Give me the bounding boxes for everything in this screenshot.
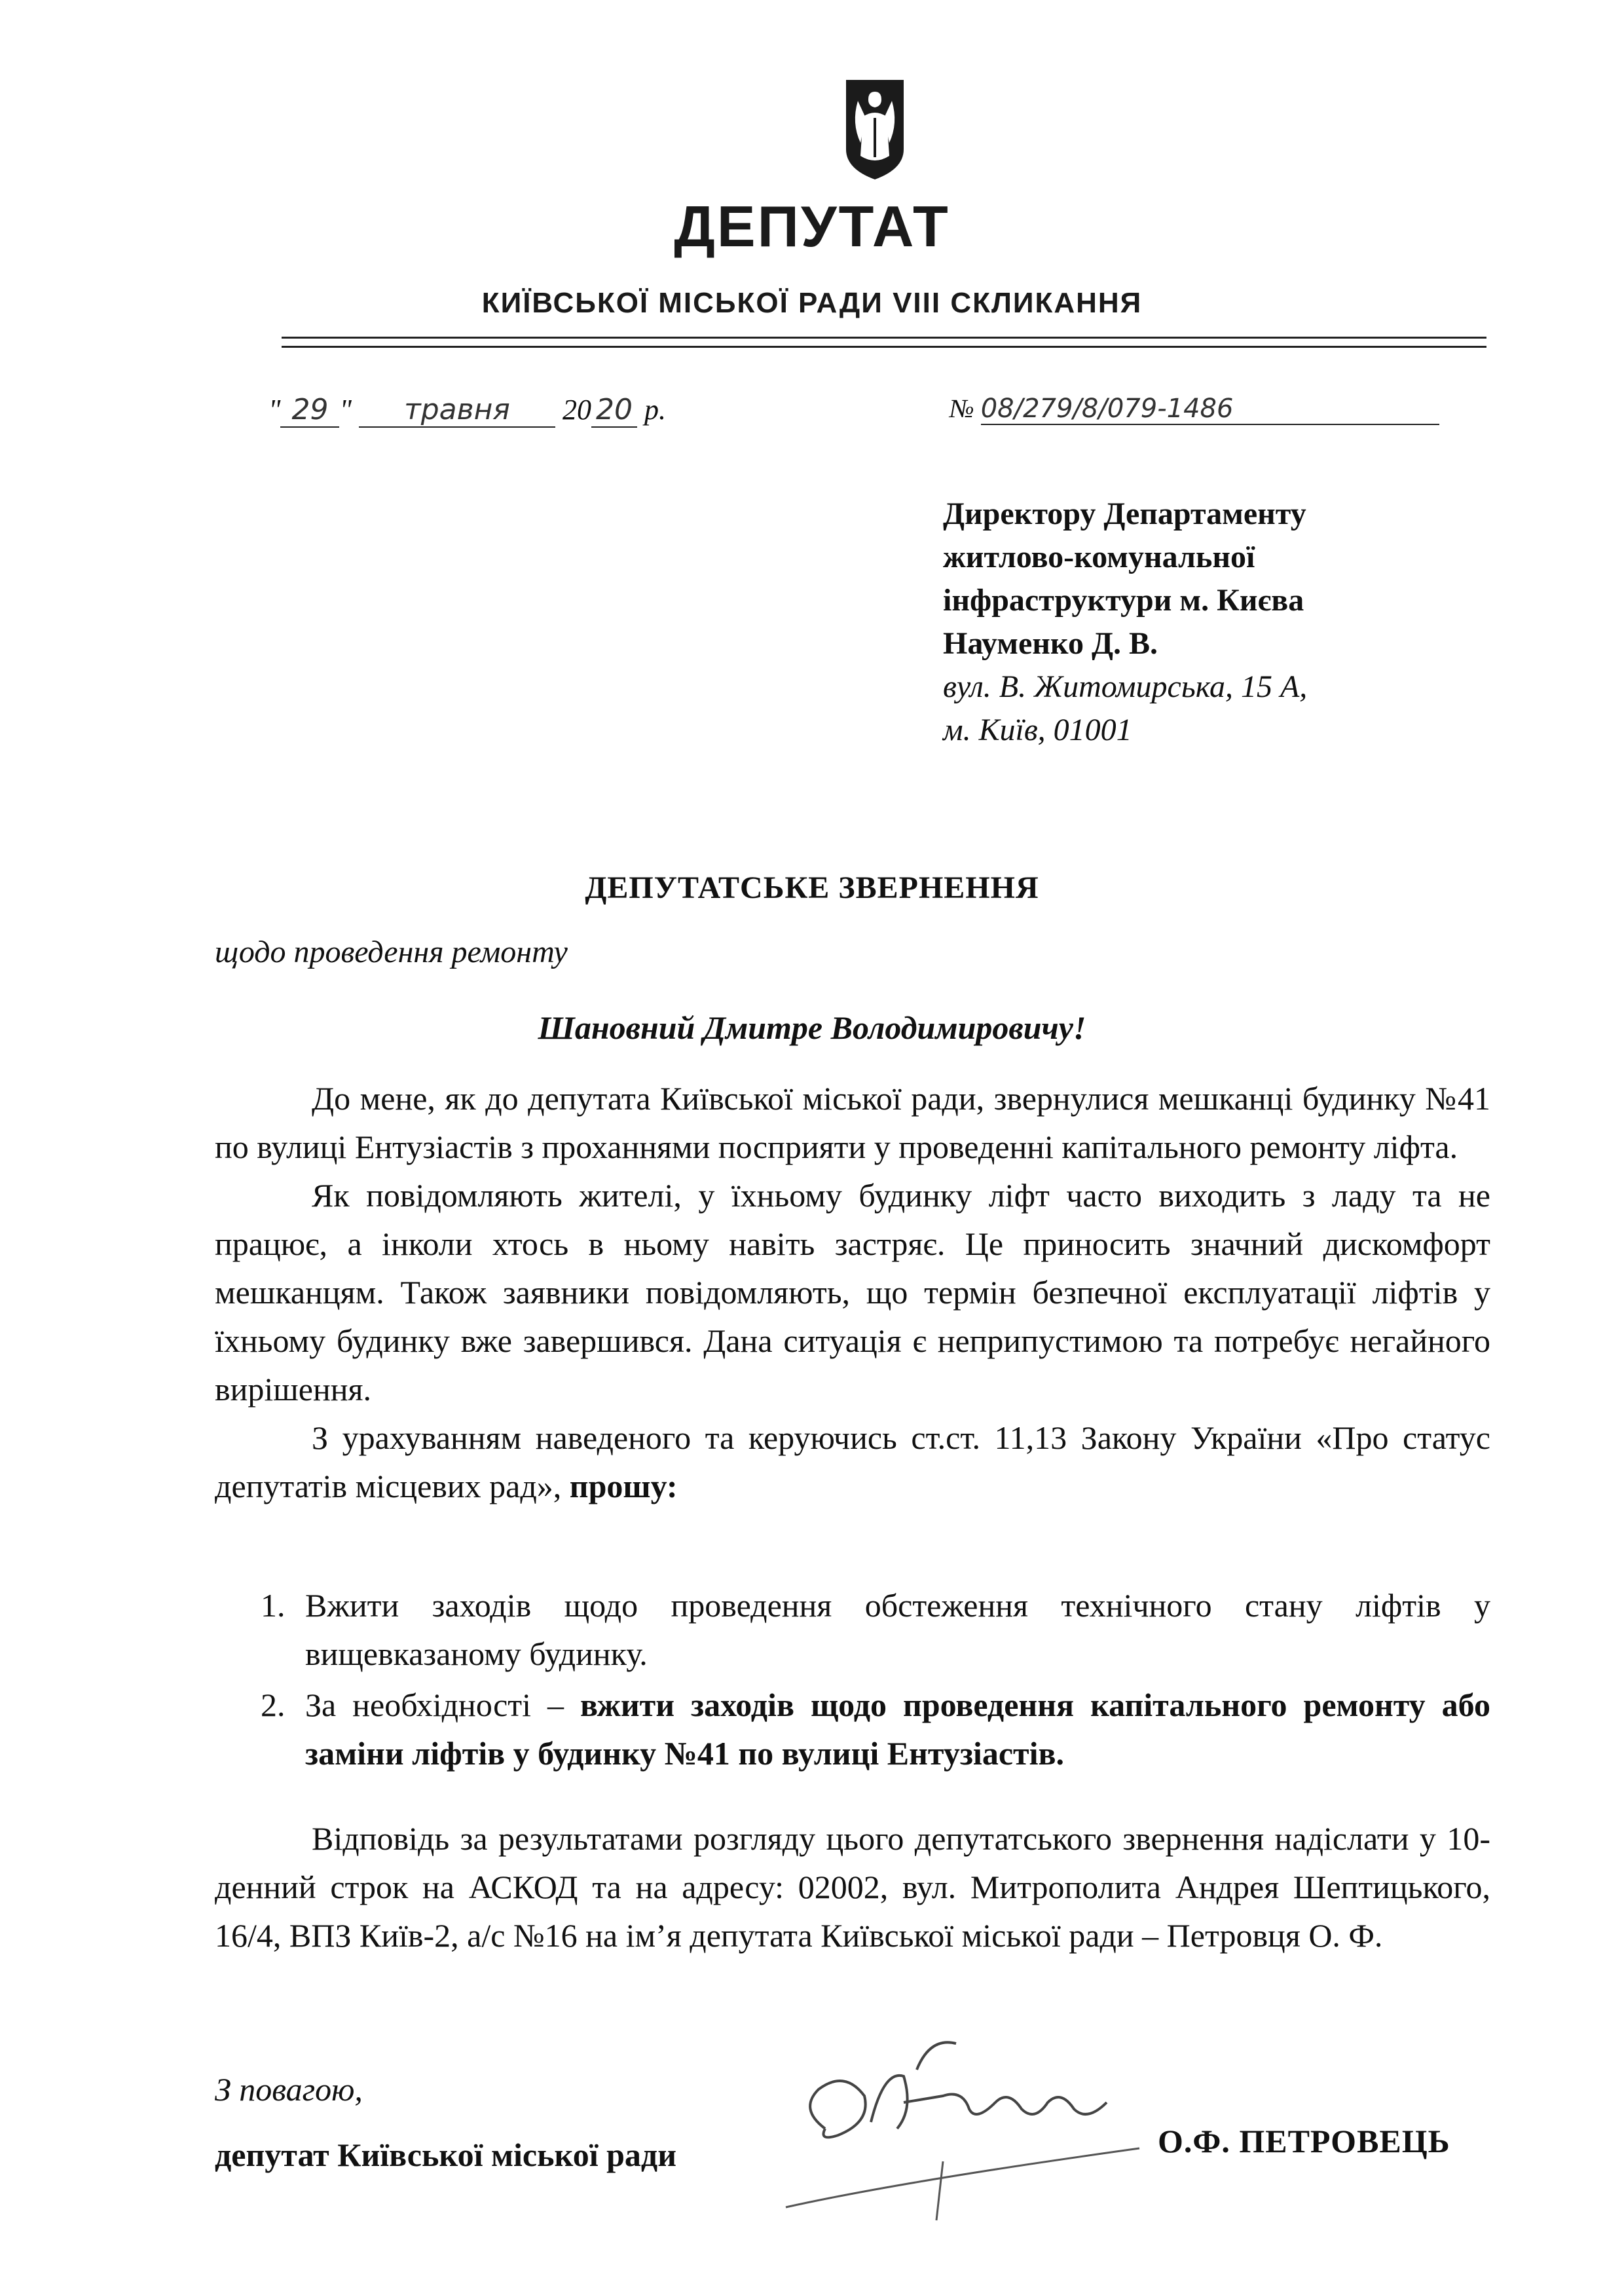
response-paragraph: Відповідь за результатами розгляду цього депутатського звернення надіслати у 10-денний строк на АСКОД та на адресу: 02002, вул. Митрополита Андрея Шептицького, 16/4, ВПЗ Київ-2, а/с №16 на ім’я депутата Київської міської ради – Петровця О. Ф. — [215, 1820, 1490, 1954]
header-rule-top — [282, 337, 1486, 339]
handwritten-signature — [773, 2030, 1166, 2227]
request-word: прошу: — [569, 1468, 678, 1504]
body-paragraph: Як повідомляють жителі, у їхньому будинку ліфт часто виходить з ладу та не працює, а інколи хтось в ньому навіть застряє. Це приносить значний дискомфорт мешканцям. Також заявники повідомляють, що термін безпечної експлуатації ліфтів у їхньому будинку вже завершився. Дана ситуація є неприпустимою та потребує негайного вирішення. — [215, 1177, 1490, 1408]
request-list — [261, 1581, 1490, 1780]
signer-position: депутат Київської міської ради — [215, 2136, 677, 2173]
letter-number — [950, 393, 1439, 425]
addressee-street: вул. В. Житомирська, 15 А, — [943, 669, 1308, 704]
body-paragraph: До мене, як до депутата Київської міської ради, звернулися мешканці будинку №41 по вулиці Ентузіастів з проханнями посприяти у проведенні капітального ремонту ліфта. — [215, 1080, 1490, 1165]
signer-name: О.Ф. ПЕТРОВЕЦЬ — [1158, 2123, 1450, 2159]
date-unit: р. — [644, 394, 666, 426]
list-item — [261, 1681, 1490, 1778]
date-year-suffix: 20 — [591, 393, 637, 428]
letterhead-subtitle: КИЇВСЬКОЇ МІСЬКОЇ РАДИ VIII СКЛИКАННЯ — [481, 287, 1143, 319]
header-rule-bottom — [282, 346, 1486, 348]
document-topic: щодо проведення ремонту — [215, 935, 568, 969]
addressee-block — [943, 493, 1307, 752]
list-item-number: 2. — [261, 1687, 286, 1723]
list-item — [261, 1581, 1490, 1678]
list-item-number: 1. — [261, 1587, 286, 1624]
closing-regards: З повагою, — [215, 2071, 363, 2108]
request-intro: З урахуванням наведеного та керуючись ст.ст. 11,13 Закону України «Про статус депутатів місцевих рад», — [215, 1419, 1490, 1504]
addressee-line: житлово-комунальної — [943, 540, 1255, 574]
response-text — [215, 1814, 1490, 1960]
kyiv-coat-of-arms-icon — [843, 77, 906, 182]
date-day: 29 — [280, 393, 339, 428]
number-value: 08/279/8/079-1486 — [981, 394, 1439, 425]
date-month: травня — [359, 393, 555, 428]
closing-block — [215, 2057, 676, 2188]
request-paragraph — [215, 1413, 1490, 1510]
letter-date: " 29 " травня 20 20 р. — [268, 393, 666, 426]
date-year-prefix: 20 — [562, 394, 591, 426]
list-item-text: Вжити заходів щодо проведення обстеження технічного стану ліфтів у вищевказаному будинку. — [305, 1587, 1490, 1672]
addressee-name: Науменко Д. В. — [943, 626, 1158, 661]
number-label: № — [950, 394, 974, 423]
letterhead-title: ДЕПУТАТ — [674, 194, 950, 259]
salutation: Шановний Дмитре Володимировичу! — [538, 1009, 1086, 1046]
list-item-bold-text: вжити заходів щодо проведення капітального ремонту або заміни ліфтів у будинку №41 по вулиці Ентузіастів. — [305, 1687, 1491, 1772]
addressee-city: м. Київ, 01001 — [943, 713, 1132, 747]
document-title: ДЕПУТАТСЬКЕ ЗВЕРНЕННЯ — [585, 870, 1039, 905]
addressee-line: Директору Департаменту — [943, 496, 1306, 531]
body-text — [215, 1074, 1490, 1510]
list-item-text: За необхідності – — [305, 1687, 581, 1723]
addressee-line: інфраструктури м. Києва — [943, 583, 1304, 618]
